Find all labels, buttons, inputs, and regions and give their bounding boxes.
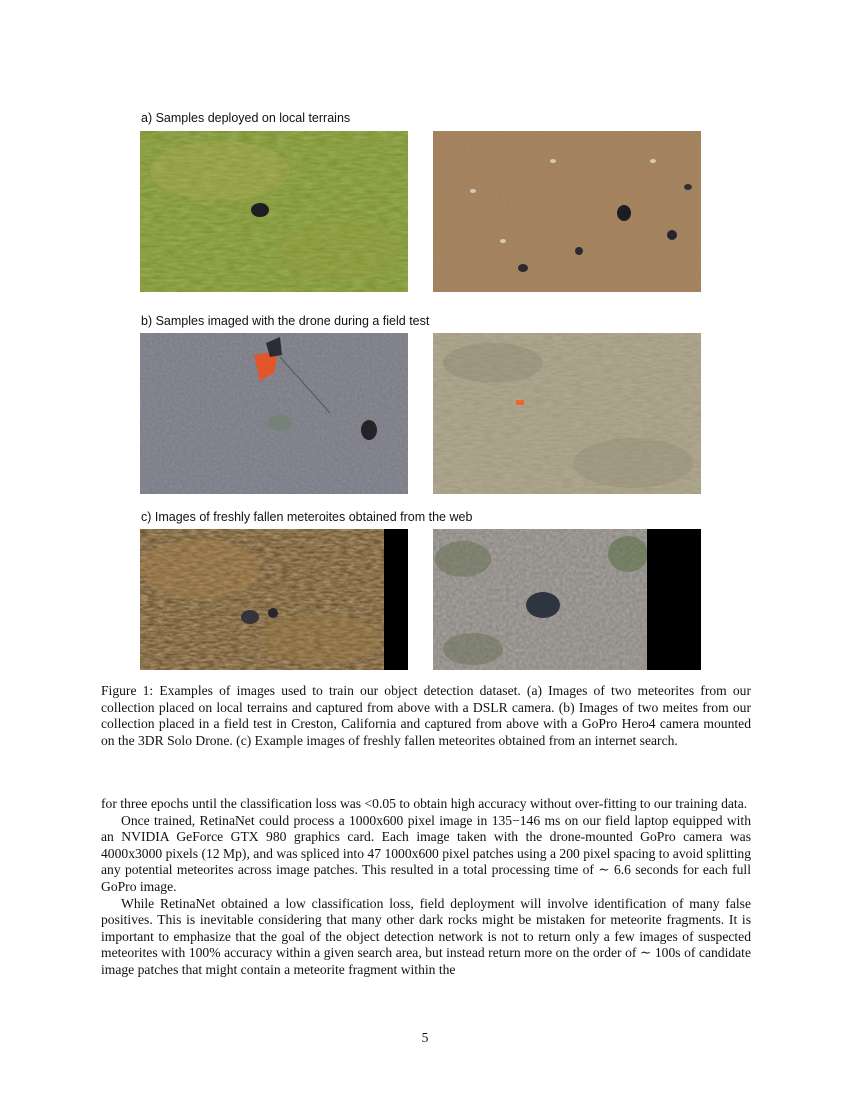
page-number: 5 [421,1030,429,1045]
drone-field-photo-gravel [140,333,408,494]
orange-field-flag [516,400,524,405]
meteorite-sample [361,420,377,440]
body-text [101,796,751,979]
meteorite-sample [251,203,269,217]
meteorite-sample [617,205,631,221]
dirt-terrain-photo [433,131,701,292]
body-paragraph: for three epochs until the classification loss was <0.05 to obtain high accuracy without over-fitting to our training data. [101,796,748,811]
panel-b-label: b) Samples imaged with the drone during a field test [141,314,430,328]
figure-caption: Figure 1: Examples of images used to train our object detection dataset. (a) Images of two meteorites from our collection placed on local terrains and captured from above with a DSLR camera. (b) Images of two meites from our collection placed in a field test in Creston, California and captured from above with a GoPro Hero4 camera mounted on the 3DR Solo Drone. (c) Example images of freshly fallen meteorites obtained from an internet search. [101,683,751,748]
panel-c-label: c) Images of freshly fallen meteroites obtained from the web [141,510,473,524]
meteorite-sample [667,230,677,240]
web-meteorite-photo-2 [433,529,701,670]
web-meteorite-photo-1 [140,529,408,670]
body-paragraph: Once trained, RetinaNet could process a 1000x600 pixel image in 135−146 ms on our field laptop equipped with an NVIDIA GeForce GTX 980 graphics card. Each image taken with the drone-mounted GoPro camera was 4000x3000 pixels (12 Mp), and was spliced into 47 1000x600 pixel patches using a 200 pixel spacing to avoid splitting any potential meteorites across image patches. This resulted in a total processing time of ∼ 6.6 seconds for each full GoPro image. [101,812,751,894]
grass-terrain-photo [140,131,408,292]
meteorite-sample [526,592,560,618]
meteorite-sample [268,608,278,618]
body-paragraph: While RetinaNet obtained a low classification loss, field deployment will involve identification of many false positives. This is inevitable considering that many other dark rocks might be mistaken for meteorite fragments. It is important to emphasize that the goal of the object detection network is not to return only a few images of suspected meteorites with 100% accuracy within a given search area, but instead return more on the order of ∼ 100s of candidate image patches that might contain a meteorite fragment within the [101,895,751,977]
drone-field-photo-grass [433,333,701,494]
meteorite-sample [241,610,259,624]
panel-a-label: a) Samples deployed on local terrains [141,111,351,125]
